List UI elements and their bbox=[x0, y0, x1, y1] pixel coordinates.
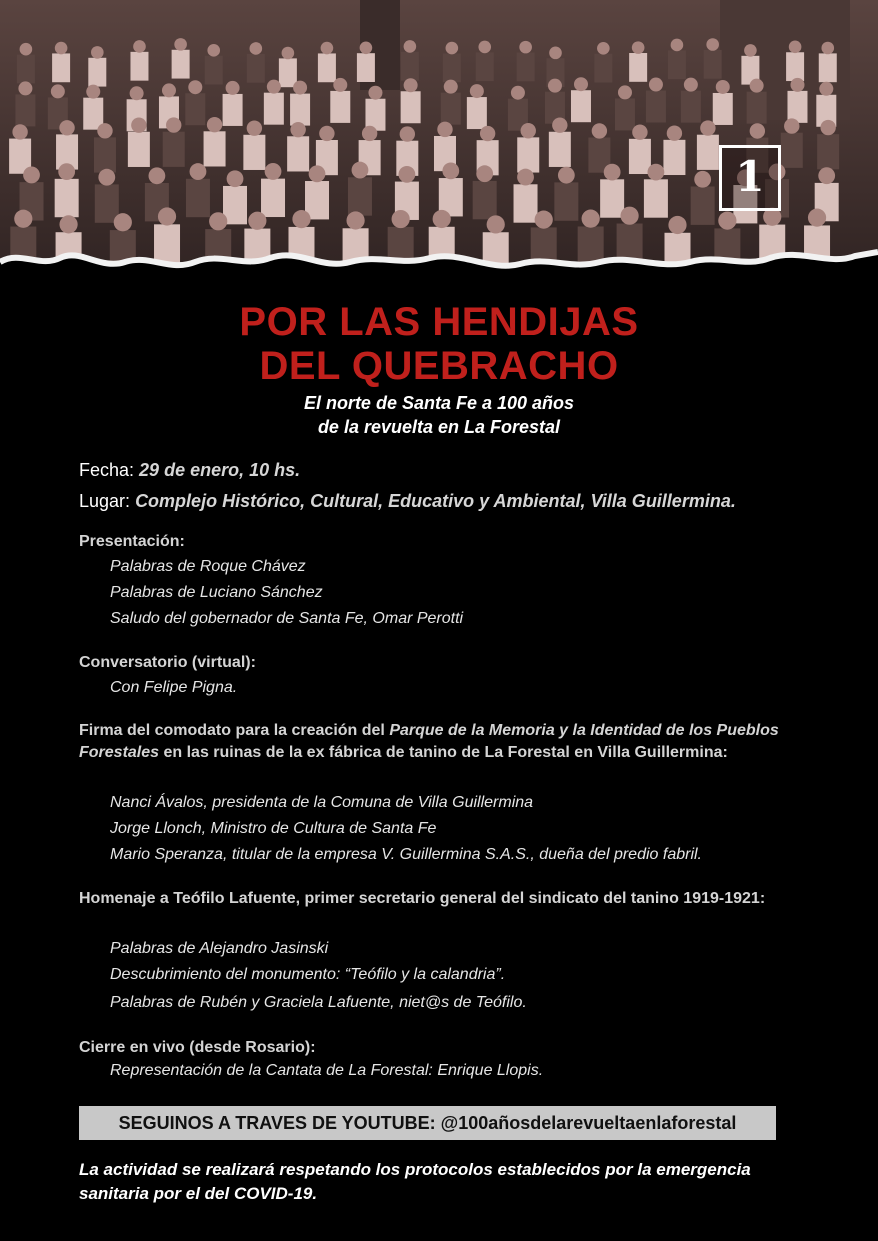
list-item: Palabras de Roque Chávez bbox=[110, 558, 306, 575]
photo-figure-body bbox=[15, 94, 35, 126]
photo-figure-head bbox=[248, 212, 266, 230]
photo-figure-body bbox=[713, 93, 733, 125]
photo-figure-head bbox=[700, 120, 715, 135]
photo-figure-head bbox=[293, 81, 307, 95]
photo-figure-head bbox=[290, 122, 305, 137]
photo-figure-body bbox=[441, 93, 461, 125]
photo-figure-head bbox=[604, 164, 621, 181]
photo-figure-head bbox=[14, 210, 32, 228]
photo-figure-head bbox=[519, 41, 532, 54]
photo-figure-head bbox=[148, 167, 165, 184]
photo-figure-head bbox=[819, 82, 833, 96]
list-item: Con Felipe Pigna. bbox=[110, 679, 238, 696]
photo-figure-head bbox=[668, 216, 686, 234]
photo-figure-body bbox=[781, 133, 803, 168]
photo-figure-body bbox=[549, 132, 571, 167]
photo-figure-body bbox=[279, 58, 297, 87]
section-heading-conversatorio: Conversatorio (virtual): bbox=[79, 654, 256, 671]
date-label: Fecha: bbox=[79, 460, 135, 480]
section-heading-presentacion: Presentación: bbox=[79, 533, 185, 550]
photo-figure-body bbox=[205, 56, 223, 85]
list-item: Palabras de Rubén y Graciela Lafuente, niet@s de Teófilo. bbox=[110, 994, 527, 1011]
photo-figure-head bbox=[282, 47, 295, 60]
photo-figure-head bbox=[632, 41, 645, 54]
event-title-line-2: DEL QUEBRACHO bbox=[259, 344, 619, 388]
photo-figure-body bbox=[94, 137, 116, 172]
firma-heading-post: en las ruinas de la ex fábrica de tanino de La Forestal en Villa Guillermina: bbox=[159, 744, 728, 761]
photo-figure-head bbox=[133, 40, 146, 53]
photo-figure-body bbox=[55, 179, 79, 217]
photo-figure-body bbox=[615, 98, 635, 130]
photo-figure-body bbox=[476, 52, 494, 81]
photo-figure-head bbox=[321, 42, 334, 55]
covid-protocol-notice: La actividad se realizará respetando los protocolos establecidos por la emergencia sanitaria por el del COVID-19. bbox=[79, 1160, 751, 1203]
photo-figure-head bbox=[162, 83, 176, 97]
section-heading-cierre: Cierre en vivo (desde Rosario): bbox=[79, 1039, 316, 1056]
photo-figure-head bbox=[20, 43, 33, 56]
photo-figure-body bbox=[130, 52, 148, 81]
photo-figure-head bbox=[478, 41, 491, 54]
list-item: Saludo del gobernador de Santa Fe, Omar Perotti bbox=[110, 610, 464, 627]
photo-figure-head bbox=[362, 126, 377, 141]
photo-figure-head bbox=[820, 120, 835, 135]
photo-figure-head bbox=[226, 81, 240, 95]
photo-figure-body bbox=[594, 54, 612, 83]
photo-figure-head bbox=[444, 80, 458, 94]
photo-figure-head bbox=[706, 38, 719, 51]
photo-figure-body bbox=[517, 137, 539, 172]
photo-figure-head bbox=[55, 42, 68, 55]
photo-figure-head bbox=[535, 211, 553, 229]
photo-figure-body bbox=[330, 91, 350, 123]
photo-figure-head bbox=[97, 123, 112, 138]
photo-figure-head bbox=[632, 125, 647, 140]
photo-figure-body bbox=[747, 92, 767, 124]
photo-figure-head bbox=[333, 78, 347, 92]
photo-figure-head bbox=[750, 79, 764, 93]
photo-figure-head bbox=[597, 42, 610, 55]
date-line bbox=[79, 459, 300, 481]
photo-figure-body bbox=[646, 91, 666, 123]
photo-figure-head bbox=[392, 210, 410, 228]
photo-figure-head bbox=[51, 84, 65, 98]
place-label: Lugar: bbox=[79, 491, 131, 511]
photo-figure-head bbox=[91, 46, 104, 59]
photo-figure-body bbox=[247, 54, 265, 83]
photo-figure-body bbox=[473, 181, 497, 219]
photo-figure-body bbox=[443, 53, 461, 82]
photo-figure-head bbox=[190, 163, 207, 180]
photo-figure-body bbox=[357, 53, 375, 82]
photo-figure-head bbox=[12, 124, 27, 139]
photo-figure-body bbox=[786, 52, 804, 81]
photo-figure-body bbox=[287, 136, 309, 171]
photo-figure-body bbox=[629, 53, 647, 82]
photo-figure-head bbox=[511, 86, 525, 100]
photo-figure-body bbox=[318, 53, 336, 82]
photo-figure-body bbox=[467, 97, 487, 129]
photo-figure-head bbox=[694, 171, 711, 188]
photo-figure-head bbox=[360, 41, 373, 54]
event-title-line-1: POR LAS HENDIJAS bbox=[239, 300, 639, 344]
photo-figure-head bbox=[470, 84, 484, 98]
photo-figure-head bbox=[227, 170, 244, 187]
subtitle-line-1: El norte de Santa Fe a 100 años bbox=[303, 393, 575, 413]
historical-group-photo bbox=[0, 0, 878, 290]
photo-figure-body bbox=[663, 140, 685, 175]
photo-figure-head bbox=[574, 77, 588, 91]
photo-figure-head bbox=[549, 47, 562, 60]
photo-figure-head bbox=[174, 38, 187, 51]
photo-figure-head bbox=[346, 211, 364, 229]
photo-figure-body bbox=[817, 134, 839, 169]
photo-figure-body bbox=[264, 93, 284, 125]
photo-figure-body bbox=[681, 91, 701, 123]
photo-figure-head bbox=[400, 126, 415, 141]
photo-figure-head bbox=[23, 167, 40, 184]
section-heading-homenaje: Homenaje a Teófilo Lafuente, primer secretario general del sindicato del tanino 1919-1921: bbox=[79, 890, 766, 907]
photo-figure-head bbox=[352, 162, 369, 179]
photo-figure-body bbox=[517, 53, 535, 82]
photo-figure-body bbox=[128, 132, 150, 167]
photo-figure-body bbox=[571, 90, 591, 122]
list-item: Nanci Ávalos, presidenta de la Comuna de Villa Guillermina bbox=[110, 794, 534, 811]
photo-figure-head bbox=[487, 215, 505, 233]
photo-figure-head bbox=[476, 165, 493, 182]
photo-figure-head bbox=[618, 85, 632, 99]
list-item: Palabras de Alejandro Jasinski bbox=[110, 940, 329, 957]
photo-figure-head bbox=[821, 42, 834, 55]
photo-figure-head bbox=[292, 210, 310, 228]
youtube-follow-banner[interactable]: SEGUINOS A TRAVES DE YOUTUBE: @100añosdelarevueltaenlaforestal bbox=[79, 1106, 776, 1140]
photo-figure-body bbox=[704, 50, 722, 79]
photo-figure-head bbox=[790, 78, 804, 92]
photo-figure-body bbox=[691, 186, 715, 224]
photo-figure-head bbox=[592, 123, 607, 138]
photo-figure-head bbox=[521, 123, 536, 138]
photo-figure-head bbox=[437, 122, 452, 137]
date-value: 29 de enero, 10 hs. bbox=[139, 460, 301, 480]
photo-figure-head bbox=[131, 117, 146, 132]
list-item: Descubrimiento del monumento: “Teófilo y la calandria”. bbox=[110, 966, 506, 983]
photo-figure-body bbox=[172, 50, 190, 79]
photo-figure-body bbox=[401, 52, 419, 81]
photo-figure-head bbox=[398, 166, 415, 183]
photo-figure-body bbox=[401, 91, 421, 123]
photo-figure-head bbox=[649, 78, 663, 92]
photo-figure-body bbox=[88, 58, 106, 87]
photo-figure-head bbox=[433, 210, 451, 228]
photo-figure-body bbox=[290, 94, 310, 126]
photo-figure-head bbox=[716, 80, 730, 94]
photo-figure-head bbox=[166, 117, 181, 132]
photo-figure-body bbox=[600, 179, 624, 217]
photo-figure-head bbox=[98, 169, 115, 186]
firma-heading-pre: Firma del comodato para la creación del bbox=[79, 722, 390, 739]
photo-figure-body bbox=[223, 94, 243, 126]
photo-figure-head bbox=[648, 164, 665, 181]
photo-figure-head bbox=[718, 212, 736, 230]
photo-figure-body bbox=[186, 179, 210, 217]
photo-figure-body bbox=[629, 139, 651, 174]
photo-figure-head bbox=[620, 207, 638, 225]
photo-figure-head bbox=[209, 212, 227, 230]
photo-figure-head bbox=[267, 80, 281, 94]
photo-figure-head bbox=[750, 123, 765, 138]
list-item: Representación de la Cantata de La Forestal: Enrique Llopis. bbox=[110, 1062, 544, 1079]
list-item: Mario Speranza, titular de la empresa V. Guillermina S.A.S., dueña del predio fabril. bbox=[110, 846, 702, 863]
photo-figure-body bbox=[668, 50, 686, 79]
photo-figure-body bbox=[787, 91, 807, 123]
photo-figure-head bbox=[744, 44, 757, 57]
photo-figure-head bbox=[442, 162, 459, 179]
photo-figure-head bbox=[404, 40, 417, 53]
photo-figure-body bbox=[243, 135, 265, 170]
photo-figure-head bbox=[667, 126, 682, 141]
photo-figure-body bbox=[185, 93, 205, 125]
photo-figure-head bbox=[671, 39, 684, 52]
photo-figure-body bbox=[644, 179, 668, 217]
photo-figure-head bbox=[250, 42, 263, 55]
photo-figure-body bbox=[697, 135, 719, 170]
photo-figure-head bbox=[319, 126, 334, 141]
photo-figure-head bbox=[818, 167, 835, 184]
subtitle-line-2: de la revuelta en La Forestal bbox=[317, 417, 561, 437]
photo-figure-head bbox=[58, 163, 75, 180]
photo-figure-head bbox=[404, 78, 418, 92]
photo-figure-head bbox=[130, 86, 144, 100]
section-heading-firma bbox=[79, 720, 799, 764]
photo-figure-head bbox=[188, 80, 202, 94]
photo-figure-head bbox=[86, 85, 100, 99]
list-item: Palabras de Luciano Sánchez bbox=[110, 584, 323, 601]
photo-figure-head bbox=[247, 120, 262, 135]
photo-figure-body bbox=[348, 177, 372, 215]
photo-figure-head bbox=[517, 169, 534, 186]
photo-figure-head bbox=[59, 120, 74, 135]
photo-figure-body bbox=[554, 182, 578, 220]
photo-figure-head bbox=[309, 165, 326, 182]
place-value: Complejo Histórico, Cultural, Educativo y Ambiental, Villa Guillermina. bbox=[135, 491, 736, 511]
photo-figure-head bbox=[552, 117, 567, 132]
photo-figure-body bbox=[819, 53, 837, 82]
photo-figure-head bbox=[789, 41, 802, 54]
photo-figure-head bbox=[114, 213, 132, 231]
place-line bbox=[79, 490, 736, 512]
photo-figure-head bbox=[548, 79, 562, 93]
photo-figure-head bbox=[158, 207, 176, 225]
photo-figure-head bbox=[265, 163, 282, 180]
page-number-badge: 1 bbox=[719, 145, 781, 211]
photo-figure-head bbox=[808, 209, 826, 227]
photo-figure-head bbox=[582, 210, 600, 228]
photo-figure-body bbox=[514, 184, 538, 222]
list-item: Jorge Llonch, Ministro de Cultura de Santa Fe bbox=[110, 820, 437, 837]
firma-heading-park-name: Parque de la Memoria y la Identidad de los Pueblos Forestales bbox=[79, 722, 779, 761]
photo-figure-body bbox=[204, 131, 226, 166]
photo-figure-head bbox=[480, 126, 495, 141]
photo-figure-head bbox=[207, 44, 220, 57]
photo-figure-head bbox=[446, 42, 459, 55]
photo-figure-body bbox=[17, 55, 35, 84]
photo-figure-head bbox=[684, 78, 698, 92]
photo-figure-head bbox=[207, 117, 222, 132]
photo-figure-body bbox=[163, 132, 185, 167]
photo-figure-body bbox=[95, 184, 119, 222]
photo-figure-body bbox=[52, 53, 70, 82]
photo-figure-head bbox=[59, 215, 77, 233]
photo-figure-head bbox=[368, 86, 382, 100]
photo-figure-head bbox=[784, 118, 799, 133]
photo-figure-body bbox=[261, 179, 285, 217]
photo-figure-head bbox=[18, 81, 32, 95]
photo-figure-head bbox=[558, 167, 575, 184]
